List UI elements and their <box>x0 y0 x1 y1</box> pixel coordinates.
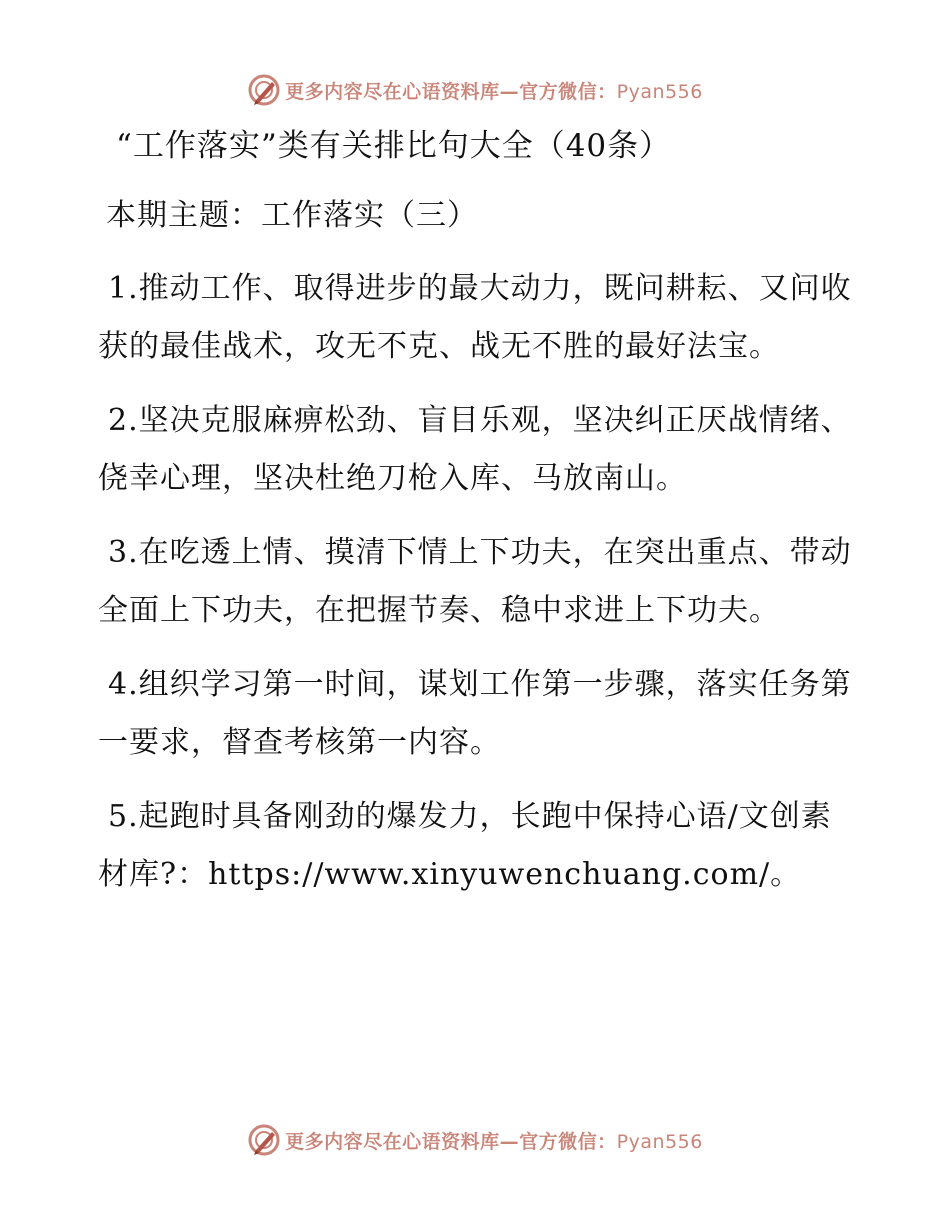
list-item: 4.组织学习第一时间，谋划工作第一步骤，落实任务第一要求，督查考核第一内容。 <box>98 667 852 760</box>
list-item: 2.坚决克服麻痹松劲、盲目乐观，坚决纠正厌战情绪、侥幸心理，坚决杜绝刀枪入库、马放南山。 <box>98 403 852 496</box>
watermark-text: 更多内容尽在心语资料库—官方微信：Pyan556 <box>285 80 703 103</box>
document-title: “工作落实”类有关排比句大全（40条） <box>116 128 672 164</box>
list-item: 1.推动工作、取得进步的最大动力，既问耕耘、又问收获的最佳战术，攻无不克、战无不胜的最好法宝。 <box>98 271 852 364</box>
pen-logo-icon <box>247 73 281 107</box>
document-body <box>98 122 858 920</box>
pen-logo-icon <box>247 1123 281 1157</box>
list-item: 5.起跑时具备刚劲的爆发力，长跑中保持心语/文创素材库?：https://www.xinyuwenchuang.com/。 <box>98 799 832 892</box>
document-theme: 本期主题：工作落实（三） <box>106 198 478 233</box>
watermark-header <box>0 72 950 108</box>
watermark-text: 更多内容尽在心语资料库—官方微信：Pyan556 <box>285 1130 703 1153</box>
watermark-footer <box>0 1122 950 1158</box>
list-item: 3.在吃透上情、摸清下情上下功夫，在突出重点、带动全面上下功夫，在把握节奏、稳中求进上下功夫。 <box>98 535 852 628</box>
